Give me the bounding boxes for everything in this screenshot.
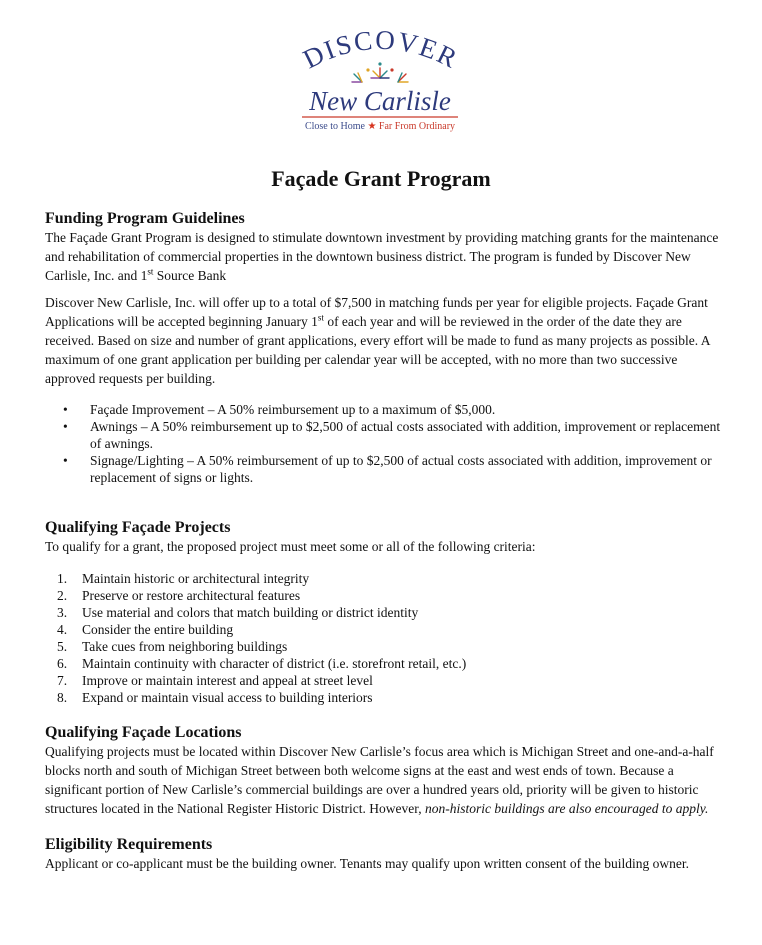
criteria-list [45, 570, 725, 706]
page-title: Façade Grant Program [271, 166, 491, 191]
logo-new-carlisle-text: New Carlisle [309, 86, 451, 116]
heading-eligibility: Eligibility Requirements [45, 836, 213, 853]
paragraph-eligibility: Applicant or co-applicant must be the building owner. Tenants may qualify upon written consent of the building owner. [45, 856, 690, 871]
heading-funding-guidelines: Funding Program Guidelines [45, 210, 245, 227]
paragraph-program-description: The Façade Grant Program is designed to stimulate downtown investment by providing matching grants for the maintenance and rehabilitation of commercial properties in the downtown business district. The program is funded by Discover New Carlisle, Inc. and 1st Source Bank [45, 230, 719, 283]
list-item: 2. Preserve or restore architectural features [57, 588, 301, 603]
section-qualifying-locations [45, 723, 725, 818]
list-item: 7. Improve or maintain interest and appeal at street level [57, 673, 373, 688]
tagline-star-icon: ★ [367, 121, 377, 132]
section-qualifying-projects [45, 518, 725, 706]
list-item: 3. Use material and colors that match building or district identity [57, 605, 419, 620]
tagline-far-from-ordinary: Far From Ordinary [378, 121, 456, 132]
logo-tagline [280, 121, 480, 132]
heading-qualifying-projects: Qualifying Façade Projects [45, 519, 231, 536]
list-item: 5. Take cues from neighboring buildings [57, 639, 288, 654]
section-eligibility [45, 835, 725, 873]
list-item: 4. Consider the entire building [57, 622, 234, 637]
section-funding-guidelines [45, 209, 725, 486]
list-item: 8. Expand or maintain visual access to building interiors [57, 690, 373, 705]
list-item: 1. Maintain historic or architectural integrity [57, 571, 310, 586]
list-item: • Awnings – A 50% reimbursement up to $2,500 of actual costs associated with addition, improvement or replacement of awnings. [63, 419, 721, 451]
paragraph-locations: Qualifying projects must be located within Discover New Carlisle’s focus area which is Michigan Street and one-and-a-half blocks north and south of Michigan Street between both welcome signs at the east and west ends of town. Because a significant portion of New Carlisle’s commercial buildings are over a hundred years old, priority will be given to historic structures located in the National Register Historic District. However, non-historic buildings are also encouraged to apply. [45, 744, 714, 816]
logo-discover-text: DISCOVER [298, 30, 464, 75]
paragraph-matching-funds: Discover New Carlisle, Inc. will offer up to a total of $7,500 in matching funds per year for eligible projects. Façade Grant Applications will be accepted beginning January 1st of each year and will be reviewed in the order of the date they are received. Based on size and number of grant applications, every effort will be made to fund as many projects as possible. A maximum of one grant application per building per calendar year will be accepted, with no more than two successive approved requests per building. [45, 295, 710, 386]
heading-qualifying-locations: Qualifying Façade Locations [45, 724, 242, 741]
paragraph-criteria-intro: To qualify for a grant, the proposed project must meet some or all of the following criteria: [45, 539, 536, 554]
document-body [45, 209, 725, 873]
discover-new-carlisle-logo [280, 30, 480, 140]
fireworks-icon [352, 62, 408, 82]
logo-graphic [280, 30, 480, 122]
tagline-close-to-home: Close to Home [304, 121, 365, 132]
list-item: • Signage/Lighting – A 50% reimbursement of up to $2,500 of actual costs associated with addition, improvement or replacement of signs or lights. [63, 453, 712, 485]
list-item: 6. Maintain continuity with character of district (i.e. storefront retail, etc.) [57, 656, 467, 671]
reimbursement-list [45, 401, 725, 486]
list-item: • Façade Improvement – A 50% reimbursement up to a maximum of $5,000. [63, 402, 496, 417]
